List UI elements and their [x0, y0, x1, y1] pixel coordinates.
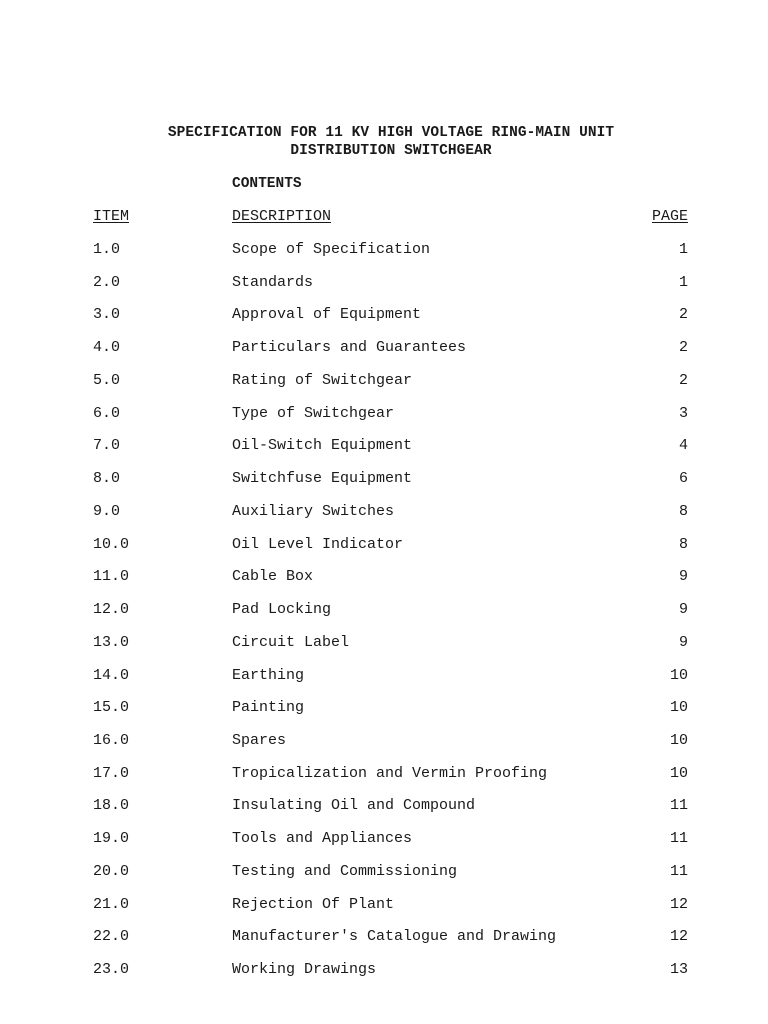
toc-item-number: 1.0 [93, 241, 121, 258]
toc-item-number: 17.0 [93, 764, 130, 782]
toc-item-number: 18.0 [93, 797, 130, 815]
toc-item-description: Spares [232, 732, 287, 750]
toc-item-description: Particulars and Guarantees [232, 339, 467, 357]
toc-item-page: 6 [678, 470, 688, 488]
toc-item-number: 21.0 [93, 895, 130, 913]
toc-row [0, 634, 768, 667]
toc-item-page: 1 [678, 241, 688, 258]
toc-item-page: 8 [678, 502, 688, 520]
toc-item-number: 4.0 [93, 339, 121, 357]
toc-item-page: 2 [678, 339, 688, 357]
toc-item-page: 9 [678, 633, 688, 651]
item-column-header: ITEM [93, 208, 130, 225]
toc-item-description: Cable Box [232, 568, 314, 586]
toc-item-page: 2 [678, 306, 688, 324]
toc-item-page: 11 [669, 862, 688, 880]
toc-item-page: 4 [678, 437, 688, 455]
document-title-line-2: DISTRIBUTION SWITCHGEAR [290, 143, 492, 159]
toc-row [0, 699, 768, 732]
toc-item-description: Rating of Switchgear [232, 371, 413, 389]
toc-row [0, 339, 768, 372]
toc-item-description: Type of Switchgear [232, 404, 395, 422]
toc-item-description: Working Drawings [232, 961, 377, 979]
toc-item-page: 10 [669, 699, 688, 717]
toc-item-number: 22.0 [93, 928, 130, 946]
toc-row [0, 241, 768, 274]
toc-item-description: Earthing [232, 666, 305, 684]
toc-row [0, 470, 768, 503]
toc-row [0, 437, 768, 470]
toc-item-description: Approval of Equipment [232, 306, 422, 324]
toc-item-description: Auxiliary Switches [232, 502, 395, 520]
toc-item-number: 6.0 [93, 404, 121, 422]
toc-item-description: Switchfuse Equipment [232, 470, 413, 488]
toc-item-description: Tropicalization and Vermin Proofing [232, 764, 548, 782]
toc-item-page: 10 [669, 732, 688, 750]
toc-item-page: 9 [678, 601, 688, 619]
toc-item-number: 20.0 [93, 862, 130, 880]
toc-item-description: Manufacturer's Catalogue and Drawing [232, 928, 557, 946]
toc-item-number: 2.0 [93, 273, 121, 291]
toc-header-row [0, 208, 768, 226]
toc-item-description: Pad Locking [232, 601, 332, 619]
toc-row [0, 667, 768, 700]
toc-item-description: Circuit Label [232, 633, 350, 651]
toc-item-page: 3 [678, 404, 688, 422]
toc-item-number: 3.0 [93, 306, 121, 324]
toc-item-page: 12 [669, 928, 688, 946]
toc-item-description: Testing and Commissioning [232, 862, 458, 880]
toc-row [0, 765, 768, 798]
toc-item-number: 13.0 [93, 633, 130, 651]
toc-row [0, 372, 768, 405]
document-title-line-1: SPECIFICATION FOR 11 KV HIGH VOLTAGE RING-MAIN UNIT [167, 125, 615, 141]
toc-item-description: Rejection Of Plant [232, 895, 395, 913]
toc-item-page: 1 [678, 273, 688, 291]
toc-item-page: 8 [678, 535, 688, 553]
toc-row [0, 797, 768, 830]
toc-item-number: 19.0 [93, 830, 130, 848]
toc-item-description: Scope of Specification [232, 241, 431, 258]
toc-row [0, 274, 768, 307]
toc-item-description: Insulating Oil and Compound [232, 797, 476, 815]
toc-item-page: 12 [669, 895, 688, 913]
toc-row [0, 536, 768, 569]
toc-item-page: 9 [678, 568, 688, 586]
toc-item-number: 14.0 [93, 666, 130, 684]
toc-row [0, 928, 768, 961]
toc-item-number: 16.0 [93, 732, 130, 750]
toc-item-number: 12.0 [93, 601, 130, 619]
toc-row [0, 306, 768, 339]
toc-item-page: 11 [669, 830, 688, 848]
toc-item-description: Oil-Switch Equipment [232, 437, 413, 455]
toc-item-number: 8.0 [93, 470, 121, 488]
toc-item-description: Standards [232, 273, 314, 291]
table-of-contents [0, 241, 768, 994]
toc-row [0, 863, 768, 896]
toc-row [0, 503, 768, 536]
toc-item-number: 10.0 [93, 535, 130, 553]
toc-item-page: 10 [669, 764, 688, 782]
toc-item-description: Painting [232, 699, 305, 717]
toc-row [0, 961, 768, 994]
toc-row [0, 732, 768, 765]
contents-heading: CONTENTS [232, 176, 302, 192]
toc-row [0, 568, 768, 601]
toc-item-description: Oil Level Indicator [232, 535, 404, 553]
toc-item-page: 13 [669, 961, 688, 979]
toc-item-number: 9.0 [93, 502, 121, 520]
toc-item-page: 10 [669, 666, 688, 684]
toc-item-description: Tools and Appliances [232, 830, 413, 848]
toc-item-page: 11 [669, 797, 688, 815]
description-column-header: DESCRIPTION [232, 208, 332, 225]
toc-item-page: 2 [678, 371, 688, 389]
toc-row [0, 896, 768, 929]
toc-item-number: 15.0 [93, 699, 130, 717]
toc-item-number: 5.0 [93, 371, 121, 389]
page-column-header: PAGE [651, 208, 688, 225]
toc-row [0, 830, 768, 863]
toc-row [0, 601, 768, 634]
toc-item-number: 11.0 [93, 568, 130, 586]
toc-row [0, 405, 768, 438]
toc-item-number: 23.0 [93, 961, 130, 979]
toc-item-number: 7.0 [93, 437, 121, 455]
